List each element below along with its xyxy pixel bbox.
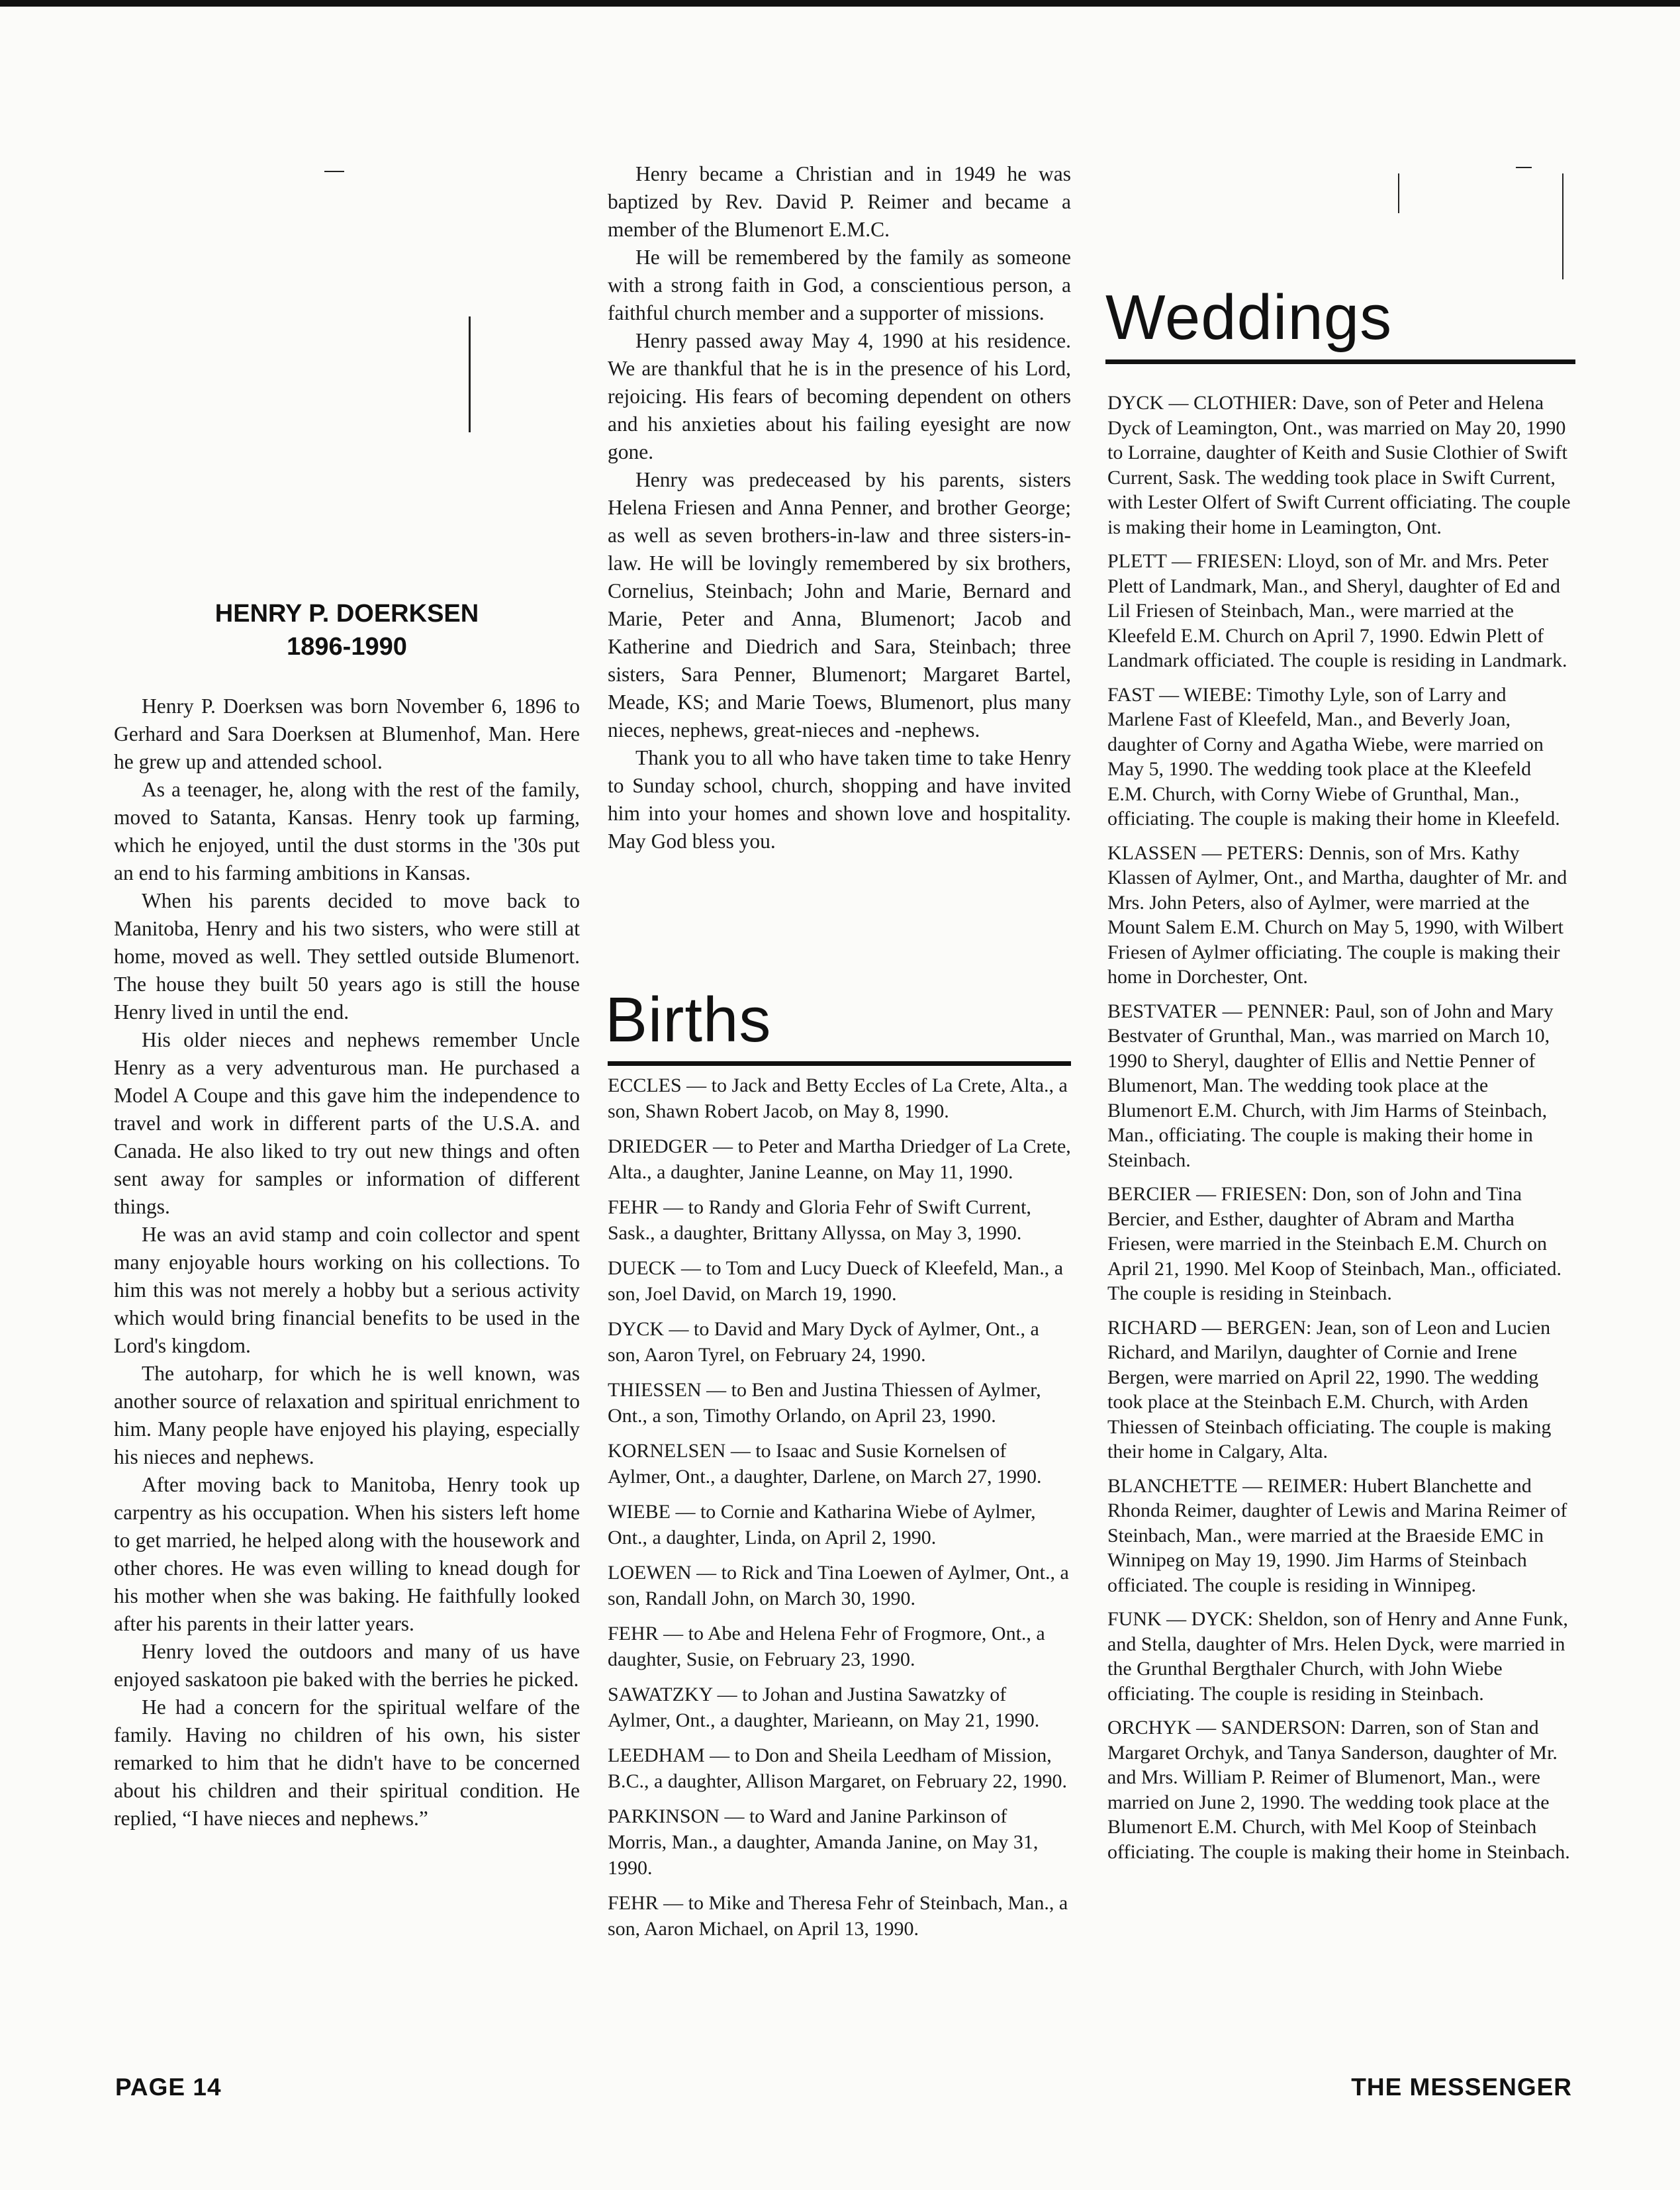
obituary-paragraph: Henry was predeceased by his parents, sisters Helena Friesen and Anna Penner, and brother George; as well as seven brothers-in-law and three sisters-in-law. He will be lovingly remembered by six brothers, Cornelius, Steinbach; John and Marie, Bernard and Marie, Peter and Anna, Blumenort; Jacob and Katherine and Diedrich and Sara, Steinbach; three sisters, Sara Penner, Blumenort; Margaret Bartel, Meade, KS; and Marie Toews, Blumenort, plus many nieces, nephews, great-nieces and -nephews. — [608, 468, 1071, 741]
wedding-entry: DYCK — CLOTHIER: Dave, son of Peter and Helena Dyck of Leamington, Ont., was married on May 20, 1990 to Lorraine, daughter of Keith and Susie Clothier of Swift Current, Sask. The wedding took place in Swift Current, with Lester Olfert of Swift Current officiating. The couple is making their home in Leamington, Ont. — [1107, 392, 1571, 538]
obituary-paragraph: His older nieces and nephews remember Uncle Henry as a very adventurous man. He purchased a Model A Coupe and this gave him the independence to travel and work in different parts of the U.S.A. and Canada. He also liked to try out new things and often sent away for samples or information of different things. — [114, 1028, 580, 1218]
birth-entry: WIEBE — to Cornie and Katharina Wiebe of Aylmer, Ont., a daughter, Linda, on April 2, 1990. — [608, 1501, 1036, 1548]
obituary-column-2 — [608, 160, 1071, 855]
obituary-paragraph: Thank you to all who have taken time to take Henry to Sunday school, church, shopping and have invited him into your homes and shown love and hospitality. May God bless you. — [608, 746, 1071, 853]
birth-entry: FEHR — to Randy and Gloria Fehr of Swift Current, Sask., a daughter, Brittany Allyssa, on May 3, 1990. — [608, 1196, 1031, 1244]
obituary-dates: 1896-1990 — [287, 633, 407, 661]
scan-artifact — [1562, 173, 1563, 279]
obituary-paragraph: When his parents decided to move back to Manitoba, Henry and his two sisters, who were still at home, moved as well. They settled outside Blumenort. The house they built 50 years ago is still the house Henry lived in until the end. — [114, 889, 580, 1024]
birth-entry: THIESSEN — to Ben and Justina Thiessen of Aylmer, Ont., a son, Timothy Orlando, on April 23, 1990. — [608, 1379, 1041, 1427]
obituary-column-1 — [114, 692, 580, 1833]
scan-artifact — [1516, 167, 1532, 168]
scan-artifact — [324, 171, 344, 172]
scan-artifact — [1398, 173, 1399, 213]
wedding-entry: RICHARD — BERGEN: Jean, son of Leon and Lucien Richard, and Marilyn, daughter of Cornie and Irene Bergen, were married on April 22, 1990. The wedding took place at the Steinbach E.M. Church, with Arden Thiessen of Steinbach officiating. The couple is making their home in Calgary, Alta. — [1107, 1316, 1552, 1462]
obituary-name: HENRY P. DOERKSEN — [214, 600, 479, 628]
weddings-rule — [1105, 359, 1575, 364]
wedding-entry: KLASSEN — PETERS: Dennis, son of Mrs. Kathy Klassen of Aylmer, Ont., and Martha, daughter of Mr. and Mrs. John Peters, also of Aylmer, were married at the Mount Salem E.M. Church on May 5, 1990, with Wilbert Friesen of Aylmer officiating. The couple is making their home in Dorchester, Ont. — [1107, 841, 1567, 988]
births-rule — [608, 1061, 1071, 1066]
obituary-heading — [114, 597, 580, 663]
publication-name: THE MESSENGER — [1351, 2073, 1572, 2101]
birth-entry: ECCLES — to Jack and Betty Eccles of La Crete, Alta., a son, Shawn Robert Jacob, on May 8, 1990. — [608, 1074, 1068, 1122]
obituary-paragraph: Henry passed away May 4, 1990 at his residence. We are thankful that he is in the presence of his Lord, rejoicing. His fears of becoming dependent on others and his anxieties about his failing eyesight are now gone. — [608, 329, 1071, 463]
wedding-entry: BESTVATER — PENNER: Paul, son of John and Mary Bestvater of Grunthal, Man., was married on March 10, 1990 to Sheryl, daughter of Ellis and Nettie Penner of Blumenort, Man. The wedding took place at the Blumenort E.M. Church, with Jim Harms of Steinbach, Man., officiating. The couple is making their home in Steinbach. — [1107, 1000, 1554, 1171]
top-border — [0, 0, 1680, 7]
wedding-entry: BERCIER — FRIESEN: Don, son of John and Tina Bercier, and Esther, daughter of Abram and Martha Friesen, were married in the Steinbach E.M. Church on April 21, 1990. Mel Koop of Steinbach, Man., officiated. The couple is residing in Steinbach. — [1107, 1183, 1562, 1304]
wedding-entry: FAST — WIEBE: Timothy Lyle, son of Larry and Marlene Fast of Kleefeld, Man., and Beverly Joan, daughter of Corny and Agatha Wiebe, were married on May 5, 1990. The wedding took place at the Kleefeld E.M. Church, with Corny Wiebe of Grunthal, Man., officiating. The couple is making their home in Kleefeld. — [1107, 683, 1560, 830]
births-title: Births — [605, 984, 772, 1055]
weddings-title: Weddings — [1105, 282, 1393, 353]
birth-entry: KORNELSEN — to Isaac and Susie Kornelsen of Aylmer, Ont., a daughter, Darlene, on March 27, 1990. — [608, 1440, 1042, 1488]
obituary-paragraph: Henry P. Doerksen was born November 6, 1896 to Gerhard and Sara Doerksen at Blumenhof, Man. Here he grew up and attended school. — [114, 694, 580, 773]
births-list — [608, 1072, 1071, 1951]
weddings-list — [1107, 391, 1575, 1874]
obituary-paragraph: He had a concern for the spiritual welfare of the family. Having no children of his own, his sister remarked to him that he didn't have to be concerned about his children and their spiritual condition. He replied, “I have nieces and nephews.” — [114, 1695, 580, 1830]
wedding-entry: ORCHYK — SANDERSON: Darren, son of Stan and Margaret Orchyk, and Tanya Sanderson, daughter of Mr. and Mrs. William P. Reimer of Blumenort, Man., were married on June 2, 1990. The wedding took place at the Blumenort E.M. Church, with Mel Koop of Steinbach officiating. The couple is making their home in Steinbach. — [1107, 1717, 1570, 1863]
birth-entry: FEHR — to Mike and Theresa Fehr of Steinbach, Man., a son, Aaron Michael, on April 13, 1990. — [608, 1892, 1068, 1940]
obituary-paragraph: The autoharp, for which he is well known, was another source of relaxation and spiritual enrichment to him. Many people have enjoyed his playing, especially his nieces and nephews. — [114, 1362, 580, 1468]
obituary-paragraph: Henry loved the outdoors and many of us have enjoyed saskatoon pie baked with the berries he picked. — [114, 1640, 580, 1691]
wedding-entry: PLETT — FRIESEN: Lloyd, son of Mr. and Mrs. Peter Plett of Landmark, Man., and Sheryl, daughter of Ed and Lil Friesen of Steinbach, Man., were married at the Kleefeld E.M. Church on April 7, 1990. Edwin Plett of Landmark officiated. The couple is residing in Landmark. — [1107, 550, 1567, 671]
obituary-paragraph: He will be remembered by the family as someone with a strong faith in God, a conscientious person, a faithful church member and a supporter of missions. — [608, 246, 1071, 324]
birth-entry: FEHR — to Abe and Helena Fehr of Frogmore, Ont., a daughter, Susie, on February 23, 1990. — [608, 1623, 1045, 1670]
birth-entry: LEEDHAM — to Don and Sheila Leedham of Mission, B.C., a daughter, Allison Margaret, on February 22, 1990. — [608, 1744, 1067, 1792]
obituary-paragraph: After moving back to Manitoba, Henry took up carpentry as his occupation. When his sisters left home to get married, he helped along with the housework and other chores. He was even willing to knead dough for his mother when she was baking. He faithfully looked after his parents in their latter years. — [114, 1473, 580, 1635]
page-number: PAGE 14 — [115, 2073, 222, 2101]
obituary-paragraph: As a teenager, he, along with the rest of the family, moved to Satanta, Kansas. Henry took up farming, which he enjoyed, until the dust storms in the '30s put an end to his farming ambitions in Kansas. — [114, 778, 580, 884]
birth-entry: LOEWEN — to Rick and Tina Loewen of Aylmer, Ont., a son, Randall John, on March 30, 1990. — [608, 1562, 1069, 1609]
obituary-paragraph: He was an avid stamp and coin collector and spent many enjoyable hours working on his collections. To him this was not merely a hobby but a serious activity which would bring financial benefits to be used in the Lord's kingdom. — [114, 1223, 580, 1357]
birth-entry: DUECK — to Tom and Lucy Dueck of Kleefeld, Man., a son, Joel David, on March 19, 1990. — [608, 1257, 1064, 1305]
birth-entry: DYCK — to David and Mary Dyck of Aylmer, Ont., a son, Aaron Tyrel, on February 24, 1990. — [608, 1318, 1039, 1366]
birth-entry: PARKINSON — to Ward and Janine Parkinson of Morris, Man., a daughter, Amanda Janine, on May 31, 1990. — [608, 1805, 1039, 1879]
scan-artifact — [469, 316, 471, 432]
wedding-entry: BLANCHETTE — REIMER: Hubert Blanchette and Rhonda Reimer, daughter of Lewis and Marina Reimer of Steinbach, Man., were married at the Braeside EMC in Winnipeg on May 19, 1990. Jim Harms of Steinbach officiated. The couple is residing in Winnipeg. — [1107, 1474, 1567, 1596]
birth-entry: DRIEDGER — to Peter and Martha Driedger of La Crete, Alta., a daughter, Janine Leanne, on May 11, 1990. — [608, 1135, 1071, 1183]
birth-entry: SAWATZKY — to Johan and Justina Sawatzky of Aylmer, Ont., a daughter, Marieann, on May 21, 1990. — [608, 1684, 1040, 1731]
wedding-entry: FUNK — DYCK: Sheldon, son of Henry and Anne Funk, and Stella, daughter of Mrs. Helen Dyck, were married in the Grunthal Bergthaler Church, with John Wiebe officiating. The couple is residing in Steinbach. — [1107, 1608, 1568, 1705]
obituary-paragraph: Henry became a Christian and in 1949 he was baptized by Rev. David P. Reimer and became a member of the Blumenort E.M.C. — [608, 162, 1071, 241]
